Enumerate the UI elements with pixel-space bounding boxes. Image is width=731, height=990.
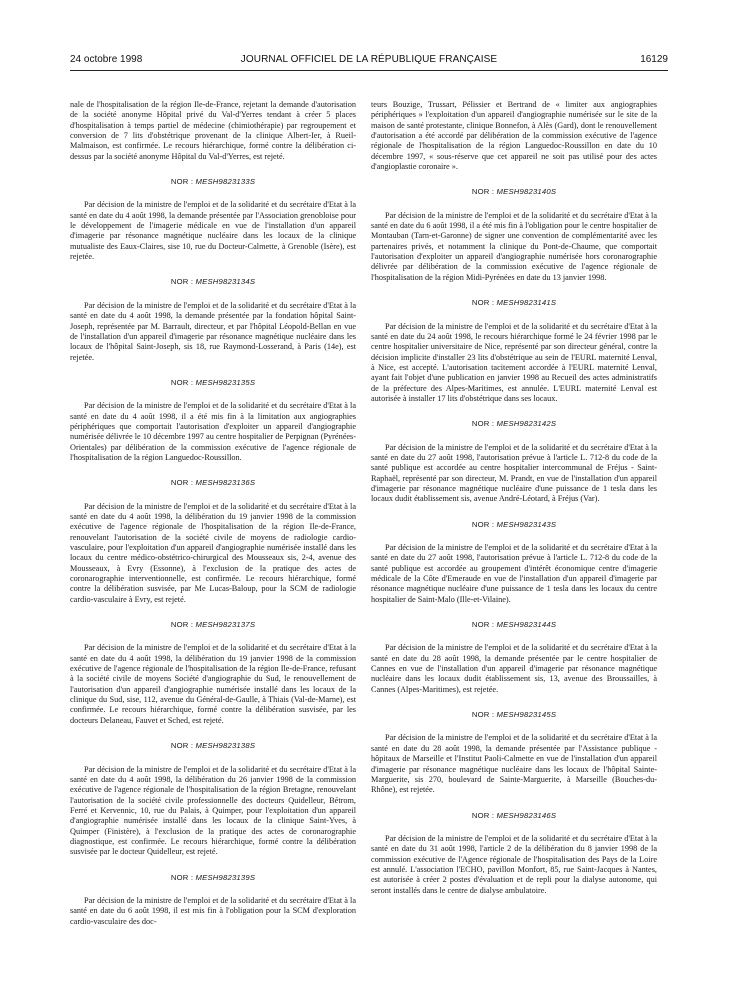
nor-label: NOR :: [471, 710, 495, 720]
decision-paragraph: Par décision de la ministre de l'emploi et de la solidarité et du secrétaire d'Etat à la santé en date du 4 août 1998, la délibération du 26 janvier 1998 de la commission exécutive de l'agence régionale de l'hospitalisation de la région Bretagne, renouvelant l'autorisation de la société civile professionnelle des docteurs Quidelleur, Bétrom, Ferré et Kervennic, 10, rue du Palais, à Quimper, pour l'exploitation d'un appareil d'angiographie numérisée installé dans les locaux de la clinique Saint-Yves, à Quimper (Finistère), à l'exclusion de la pratique des actes de coronarographie diagnostique, est confirmée. Le recours hiérarchique, formé contre la délibération susvisée par le docteur Quidelleur, est rejeté.: [70, 764, 356, 857]
nor-label: NOR :: [471, 187, 495, 197]
decision-paragraph: Par décision de la ministre de l'emploi et de la solidarité et du secrétaire d'Etat à la santé en date du 28 août 1998, la demande présentée par le centre hospitalier de Cannes en vue de l'installation d'un appareil d'imagerie par résonance magnétique nucléaire dans les locaux dudit établissement sis, 13, avenue des Broussailles, à Cannes (Alpes-Maritimes), est rejetée.: [371, 643, 657, 694]
nor-label: NOR :: [170, 277, 194, 287]
nor-code: MESH9823140S: [496, 187, 557, 197]
decision-paragraph: Par décision de la ministre de l'emploi et de la solidarité et du secrétaire d'Etat à la santé en date du 4 août 1998, la délibération du 19 janvier 1998 de la commission exécutive de l'agence régionale de l'hospitalisation de la région Ile-de-France, refusant à la société civile de moyens Société d'angiographie du Sud, le renouvellement de l'autorisation d'un appareil d'angiographie numérisée installé dans les locaux de la clinique du Sud, sise, 112, avenue du Général-de-Gaulle, à Thiais (Val-de-Marne), est confirmée. Le recours hiérarchique, formé contre la délibération susvisée, par les docteurs Delaneau, Fauvet et Sched, est rejeté.: [70, 643, 356, 725]
nor-reference: [371, 187, 657, 197]
nor-code: MESH9823133S: [195, 177, 256, 187]
nor-label: NOR :: [170, 872, 194, 882]
nor-code: MESH9823145S: [496, 710, 557, 720]
nor-label: NOR :: [471, 298, 495, 308]
nor-reference: [70, 177, 356, 187]
nor-code: MESH9823137S: [195, 620, 256, 630]
decision-paragraph: Par décision de la ministre de l'emploi et de la solidarité et du secrétaire d'Etat à la santé en date du 4 août 1998, la demande présentée par la fondation hôpital Saint-Joseph, représentée par M. Barrault, directeur, et par l'hôpital Léopold-Bellan en vue de l'installation d'un appareil d'imagerie par résonance magnétique nucléaire dans les locaux de l'hôpital Saint-Joseph, sis 18, rue Raymond-Losserand, à Paris (14e), est rejetée.: [70, 300, 356, 362]
decision-paragraph: Par décision de la ministre de l'emploi et de la solidarité et du secrétaire d'Etat à la santé en date du 6 août 1998, il a été mis fin à l'obligation pour le centre hospitalier de Montauban (Tarn-et-Garonne) de signer une convention de complémentarité avec les partenaires privés, et notamment la clinique du Pont-de-Chaume, que comportait l'autorisation d'exploiter un appareil d'angiographie numérisée hors coronarographie délivrée par délibération de la commission exécutive de l'agence régionale de l'hospitalisation de la région Midi-Pyrénées en date du 13 janvier 1998.: [371, 210, 657, 282]
nor-label: NOR :: [471, 419, 495, 429]
nor-code: MESH9823139S: [195, 872, 256, 882]
nor-reference: [371, 811, 657, 821]
decision-paragraph: Par décision de la ministre de l'emploi et de la solidarité et du secrétaire d'Etat à la santé en date du 31 août 1998, l'article 2 de la délibération du 8 janvier 1998 de la commission exécutive de l'Agence régionale de l'hospitalisation des Pays de la Loire est annulé. L'association l'ECHO, pavillon Monfort, 85, rue Saint-Jacques à Nantes, est autorisée à créer 2 postes d'évaluation et de repli pour la dialyse autonome, qui seront installés dans le centre de dialyse ambulatoire.: [371, 833, 657, 895]
nor-reference: [371, 710, 657, 720]
nor-code: MESH9823134S: [195, 277, 256, 287]
nor-label: NOR :: [471, 519, 495, 529]
nor-label: NOR :: [471, 620, 495, 630]
decision-paragraph: Par décision de la ministre de l'emploi et de la solidarité et du secrétaire d'Etat à la santé en date du 4 août 1998, la demande présentée par l'Association grenobloise pour le développement de l'imagerie médicale en vue de l'installation d'un appareil d'imagerie par résonance magnétique nucléaire dans les locaux de la clinique mutualiste des Eaux-Claires, sise 10, rue du Docteur-Calmette, à Grenoble (Isère), est rejetée.: [70, 200, 356, 262]
nor-label: NOR :: [170, 741, 194, 751]
decision-paragraph: Par décision de la ministre de l'emploi et de la solidarité et du secrétaire d'Etat à la santé en date du 27 août 1998, l'autorisation prévue à l'article L. 712-8 du code de la santé publique est accordée au centre hospitalier intercommunal de Fréjus - Saint-Raphaël, représenté par son directeur, M. Prandt, en vue de l'installation d'un appareil d'imagerie par résonance magnétique nucléaire d'une puissance de 1 tesla dans les locaux dudit établissement sis, avenue André-Léotard, à Fréjus (Var).: [371, 442, 657, 504]
right-column: [371, 100, 657, 896]
nor-reference: [70, 277, 356, 287]
page-header: [70, 53, 668, 67]
nor-label: NOR :: [170, 377, 194, 387]
header-rule: [70, 70, 668, 71]
left-column: [70, 100, 356, 927]
nor-label: NOR :: [170, 177, 194, 187]
decision-paragraph: Par décision de la ministre de l'emploi et de la solidarité et du secrétaire d'Etat à la santé en date du 24 août 1998, le recours hiérarchique formé le 24 février 1998 par le centre hospitalier universitaire de Nice, représenté par son directeur général, contre la décision implicite d'installer 23 lits d'obstétrique au sein de l'EURL maternité Lenval, à Nice, est accepté. L'autorisation tacitement accordée à l'EURL maternité Lenval, ayant fait l'objet d'une publication en janvier 1998 au Recueil des actes administratifs de la préfecture des Alpes-Maritimes, est annulée. L'EURL maternité Lenval est autorisée à installer 17 lits d'obstétrique dans ses locaux.: [371, 321, 657, 403]
nor-reference: [371, 620, 657, 630]
decision-paragraph: Par décision de la ministre de l'emploi et de la solidarité et du secrétaire d'Etat à la santé en date du 4 août 1998, la délibération du 19 janvier 1998 de la commission exécutive de l'agence régionale de l'hospitalisation de la région Ile-de-France, renouvelant l'autorisation de la société civile de moyens de radiologie cardio-vasculaire, pour l'exploitation d'un appareil d'angiographie numérisée installé dans les locaux du centre médico-obstétrico-chirurgical des Mousseaux sis, 2-4, avenue des Mousseaux, à Evry (Essonne), à l'exclusion de la pratique des actes de coronarographie interventionnelle, est confirmée. Le recours hiérarchique, formé contre la délibération susvisée, par Me Lucas-Baloup, pour la SCM de radiologie cardio-vasculaire à Evry, est rejeté.: [70, 501, 356, 604]
nor-code: MESH9823136S: [195, 478, 256, 488]
nor-code: MESH9823138S: [195, 741, 256, 751]
decision-paragraph: Par décision de la ministre de l'emploi et de la solidarité et du secrétaire d'Etat à la santé en date du 27 août 1998, l'autorisation prévue à l'article L. 712-8 du code de la santé publique est accordée au groupement d'intérêt économique centre d'imagerie médicale de la Côte d'Emeraude en vue de l'installation d'un appareil d'imagerie par résonance magnétique nucléaire d'une puissance de 1 tesla dans les locaux du centre hospitalier de Saint-Malo (Ille-et-Vilaine).: [371, 543, 657, 604]
nor-code: MESH9823144S: [496, 620, 557, 630]
nor-reference: [70, 741, 356, 751]
journal-title: JOURNAL OFFICIEL DE LA RÉPUBLIQUE FRANÇAISE: [240, 54, 498, 65]
nor-label: NOR :: [170, 620, 194, 630]
issue-date: 24 octobre 1998: [70, 54, 143, 65]
nor-reference: [371, 298, 657, 308]
nor-reference: [70, 873, 356, 883]
nor-label: NOR :: [471, 810, 495, 820]
decision-paragraph: Par décision de la ministre de l'emploi et de la solidarité et du secrétaire d'Etat à la santé en date du 28 août 1998, la demande présentée par l'Assistance publique - hôpitaux de Marseille et l'Institut Paoli-Calmette en vue de l'installation d'un appareil d'imagerie par résonance magnétique nucléaire dans les locaux de l'hôpital Sainte-Marguerite, sis 270, boulevard de Sainte-Marguerite, à Marseille (Bouches-du-Rhône), est rejetée.: [371, 733, 657, 795]
decision-paragraph: Par décision de la ministre de l'emploi et de la solidarité et du secrétaire d'Etat à la santé en date du 6 août 1998, il est mis fin à l'obligation pour la SCM d'exploration cardio-vasculaire des doc-: [70, 895, 356, 926]
nor-reference: [371, 419, 657, 429]
continued-paragraph: teurs Bouzige, Trussart, Pélissier et Bertrand de « limiter aux angiographies périphériques » l'exploitation d'un appareil d'angiographie numérisée sur le site de la maison de santé protestante, clinique Bonnefon, à Alès (Gard), dont le renouvellement d'autorisation a été accordé par délibération de la commission exécutive de l'agence régionale de l'hospitalisation de la région Languedoc-Roussillon en date du 10 décembre 1997, « sous-réserve que cet appareil ne soit pas utilisé pour des actes d'angioplastie coronaire ».: [371, 100, 657, 172]
continued-paragraph: nale de l'hospitalisation de la région Ile-de-France, rejetant la demande d'autorisation de la société anonyme Hôpital privé du Val-d'Yerres tendant à créer 5 places d'hospitalisation à temps partiel de médecine (chimiothérapie) par regroupement et conversion de 7 lits d'obstétrique provenant de la clinique Albert-Ier, à Rueil-Malmaison, est confirmée. Le recours hiérarchique, formé contre la délibération ci-dessus par la société anonyme Hôpital du Val-d'Yerres, est rejeté.: [70, 100, 356, 161]
nor-code: MESH9823142S: [496, 419, 557, 429]
nor-reference: [371, 520, 657, 530]
nor-code: MESH9823146S: [496, 810, 557, 820]
decision-paragraph: Par décision de la ministre de l'emploi et de la solidarité et du secrétaire d'Etat à la santé en date du 4 août 1998, il a été mis fin à la limitation aux angiographies périphériques que comportait l'autorisation d'exploiter un appareil d'angiographie numérisée délivrée le 10 décembre 1997 au centre hospitalier de Perpignan (Pyrénées-Orientales) par délibération de la commission exécutive de l'agence régionale de l'hospitalisation de la région Languedoc-Roussillon.: [70, 401, 356, 462]
nor-code: MESH9823141S: [496, 298, 557, 308]
nor-reference: [70, 620, 356, 630]
nor-code: MESH9823135S: [195, 377, 256, 387]
nor-reference: [70, 378, 356, 388]
page-number: 16129: [640, 54, 668, 65]
nor-code: MESH9823143S: [496, 519, 557, 529]
nor-label: NOR :: [170, 478, 194, 488]
nor-reference: [70, 478, 356, 488]
